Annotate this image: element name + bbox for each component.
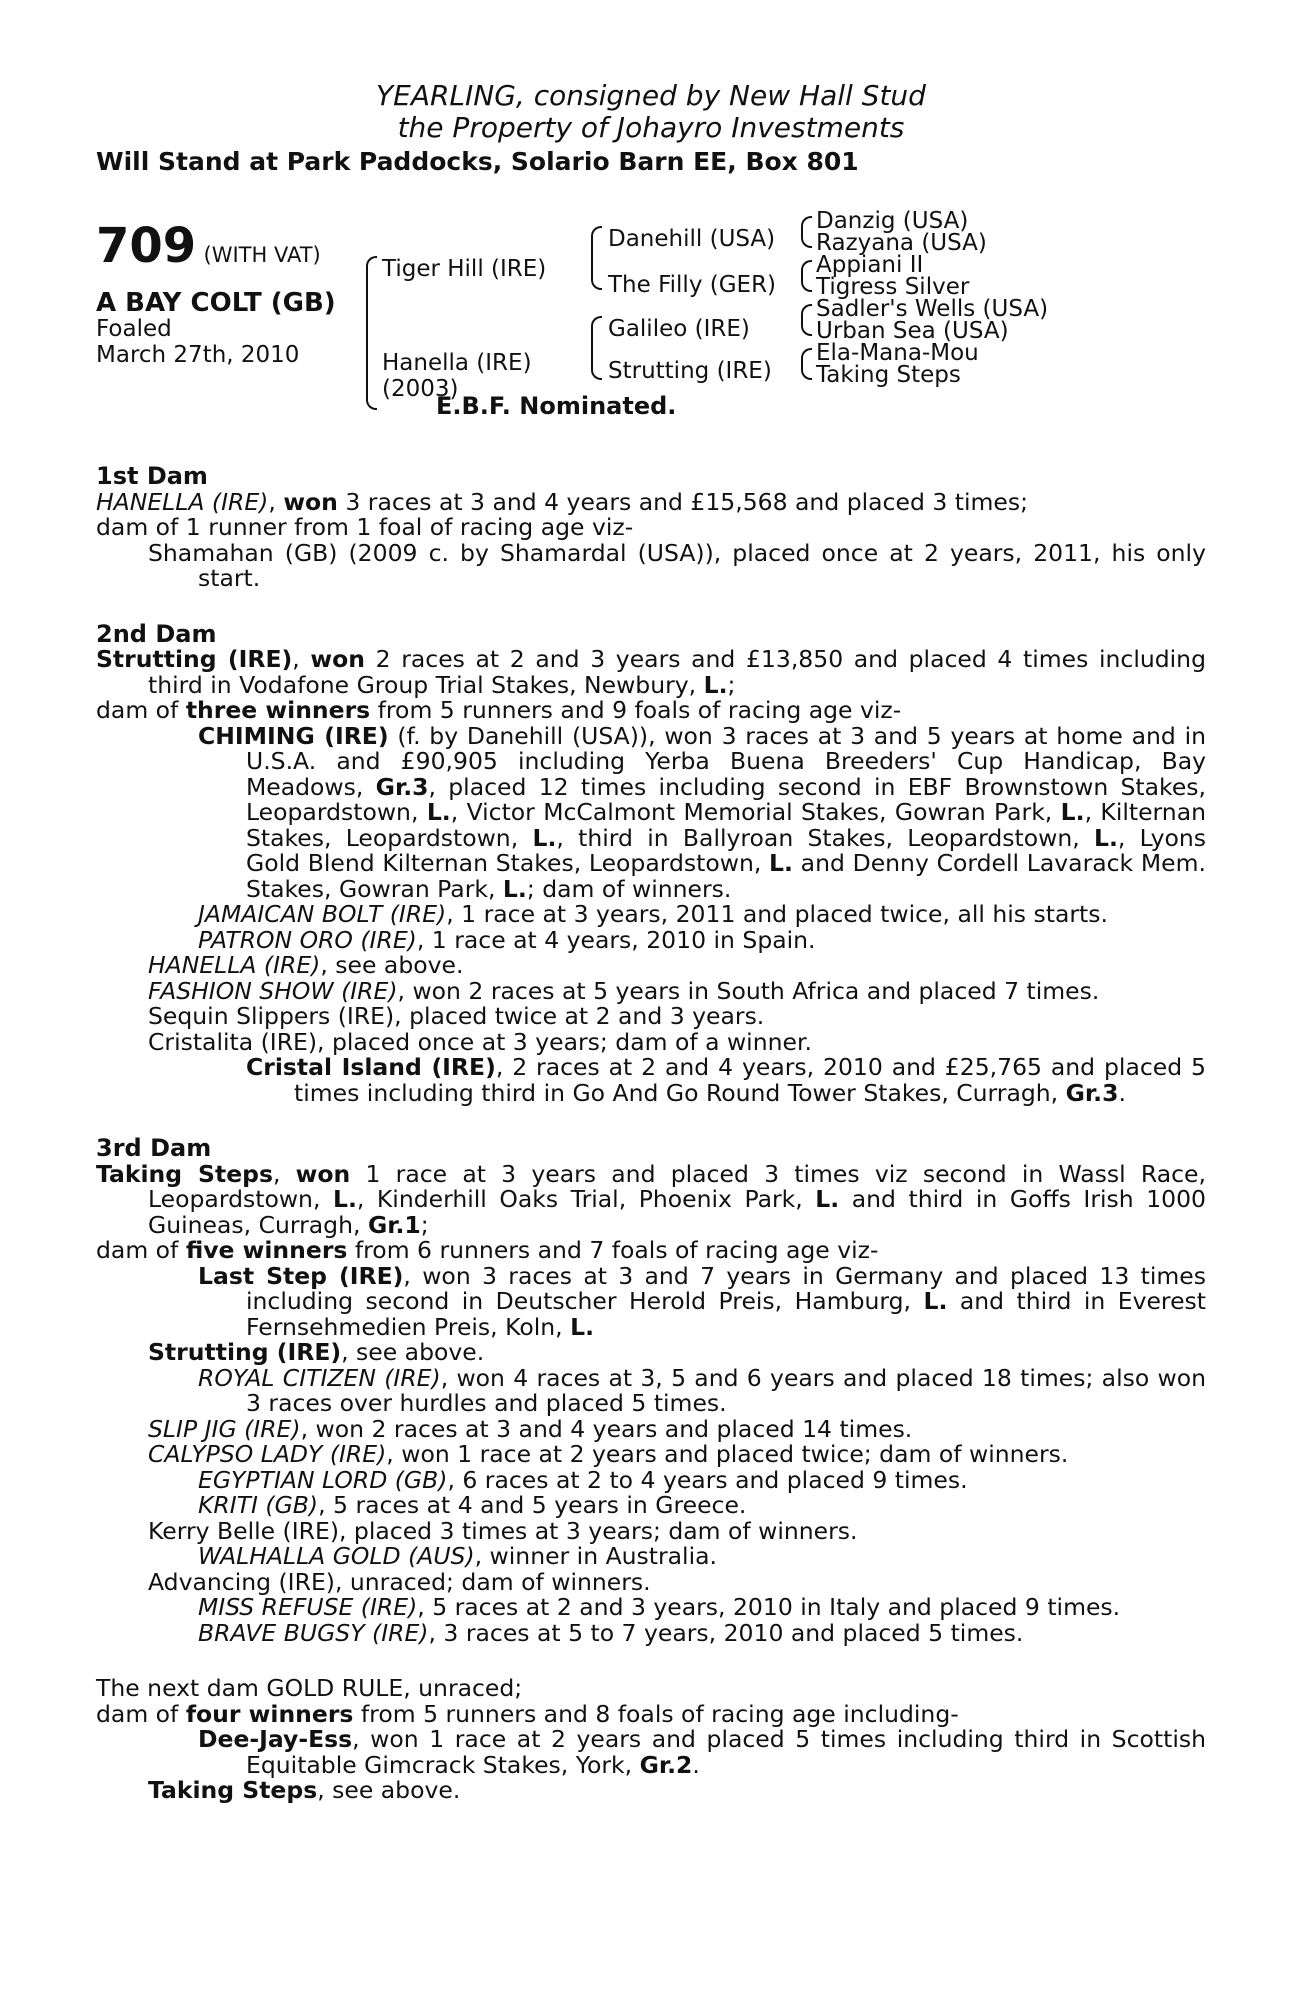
stand-location: Will Stand at Park Paddocks, Solario Barn EE, Box 801 bbox=[96, 147, 859, 176]
produce-entry: Sequin Slippers (IRE), placed twice at 2 and 3 years. bbox=[148, 1002, 765, 1030]
grand-produce-entry: BRAVE BUGSY (IRE), 3 races at 5 to 7 years, 2010 and placed 5 times. bbox=[198, 1618, 1024, 1647]
horse-name: A BAY COLT (GB) bbox=[96, 288, 336, 318]
foaled-date: March 27th, 2010 bbox=[96, 342, 300, 368]
first-dam-produce: Shamahan (GB) (2009 c. by Shamardal (USA)), placed once at 2 years, 2011, his only start. bbox=[148, 538, 1206, 592]
next-dam-produce-summary: dam of four winners from 5 runners and 8 foals of racing age including- bbox=[96, 1699, 959, 1728]
ancestor: Taking Steps bbox=[816, 362, 961, 388]
dam-sire: Galileo (IRE) bbox=[608, 316, 750, 342]
produce-entry: ROYAL CITIZEN (IRE), won 4 races at 3, 5 and 6 years and placed 18 times; also won 3 races over hurdles and placed 5 times. bbox=[198, 1363, 1206, 1417]
property-line: the Property of Johayro Investments bbox=[397, 111, 905, 144]
produce-entry: SLIP JIG (IRE), won 2 races at 3 and 4 years and placed 14 times. bbox=[148, 1414, 913, 1443]
lot-number: 709 bbox=[96, 218, 197, 274]
pedigree-brace bbox=[801, 260, 812, 292]
next-dam-section bbox=[96, 1676, 1206, 1804]
grand-produce-entry: Cristal Island (IRE), 2 races at 2 and 4 years, 2010 and £25,765 and placed 5 times including third in Go And Go Round Tower Stakes, Curragh, Gr.3. bbox=[246, 1053, 1206, 1107]
produce-entry: Last Step (IRE), won 3 races at 3 and 7 years in Germany and placed 13 times including second in Deutscher Herold Preis, Hamburg, L. and third in Everest Fernsehmedien Preis, Koln, L. bbox=[198, 1261, 1206, 1341]
third-dam-title: 3rd Dam bbox=[96, 1134, 212, 1162]
first-dam-record: HANELLA (IRE), won 3 races at 3 and 4 years and £15,568 and placed 3 times; bbox=[96, 487, 1029, 516]
second-dam-record: Strutting (IRE), won 2 races at 2 and 3 years and £13,850 and placed 4 times including third in Vodafone Group Trial Stakes, Newbury, L.; bbox=[96, 645, 1206, 699]
pedigree-table bbox=[96, 208, 1206, 464]
grand-produce-entry: KRITI (GB), 5 races at 4 and 5 years in Greece. bbox=[198, 1491, 747, 1519]
ancestor: Razyana (USA) bbox=[816, 230, 987, 256]
grand-produce-entry: JAMAICAN BOLT (IRE), 1 race at 3 years, 2011 and placed twice, all his starts. bbox=[198, 900, 1108, 928]
ancestor: Urban Sea (USA) bbox=[816, 318, 1009, 344]
grand-produce-entry: PATRON ORO (IRE), 1 race at 4 years, 2010 in Spain. bbox=[198, 925, 816, 954]
ancestor: Appiani II bbox=[816, 252, 924, 278]
pedigree-brace bbox=[366, 256, 377, 410]
ancestor: Tigress Silver bbox=[816, 274, 970, 300]
produce-entry: Dee-Jay-Ess, won 1 race at 2 years and placed 5 times including third in Scottish Equitable Gimcrack Stakes, York, Gr.2. bbox=[198, 1725, 1206, 1779]
grand-produce-entry: MISS REFUSE (IRE), 5 races at 2 and 3 years, 2010 in Italy and placed 9 times. bbox=[198, 1593, 1121, 1621]
pedigree-brace bbox=[591, 226, 602, 290]
pedigree-brace bbox=[801, 348, 812, 380]
consignment-line: YEARLING, consigned by New Hall Stud bbox=[376, 79, 926, 112]
second-dam-section bbox=[96, 619, 1207, 1107]
dam-foaled-year: (2003) bbox=[382, 376, 459, 402]
first-dam-section bbox=[96, 464, 1206, 592]
grand-produce-entry: EGYPTIAN LORD (GB), 6 races at 2 to 4 years and placed 9 times. bbox=[198, 1465, 968, 1494]
produce-entry: FASHION SHOW (IRE), won 2 races at 5 years in South Africa and placed 7 times. bbox=[148, 976, 1100, 1005]
pedigree-brace bbox=[801, 216, 812, 248]
sire-sire: Danehill (USA) bbox=[608, 226, 776, 252]
vat-label: (WITH VAT) bbox=[203, 243, 321, 267]
second-dam-produce-summary: dam of three winners from 5 runners and 9 foals of racing age viz- bbox=[96, 696, 902, 724]
first-dam-title: 1st Dam bbox=[96, 462, 208, 490]
produce-entry: Kerry Belle (IRE), placed 3 times at 3 years; dam of winners. bbox=[148, 1516, 858, 1545]
produce-entry: Advancing (IRE), unraced; dam of winners. bbox=[148, 1567, 651, 1596]
lot-heading bbox=[96, 218, 321, 274]
second-dam-title: 2nd Dam bbox=[96, 619, 217, 648]
catalogue-page bbox=[96, 80, 1206, 1804]
first-dam-produce-summary: dam of 1 runner from 1 foal of racing age viz- bbox=[96, 513, 634, 541]
foaled-label: Foaled bbox=[96, 316, 172, 342]
pedigree-brace bbox=[801, 304, 812, 336]
pedigree-brace bbox=[591, 316, 602, 380]
dam-name: Hanella (IRE) bbox=[382, 350, 532, 376]
ancestor: Danzig (USA) bbox=[816, 208, 969, 234]
produce-entry: CALYPSO LADY (IRE), won 1 race at 2 years and placed twice; dam of winners. bbox=[148, 1440, 1069, 1468]
ancestor: Sadler's Wells (USA) bbox=[816, 296, 1049, 322]
grand-produce-entry: WALHALLA GOLD (AUS), winner in Australia. bbox=[198, 1542, 717, 1570]
sire-dam: The Filly (GER) bbox=[608, 272, 777, 298]
sire-name: Tiger Hill (IRE) bbox=[382, 256, 547, 282]
ancestor: Ela-Mana-Mou bbox=[816, 340, 979, 366]
third-dam-section bbox=[96, 1136, 1206, 1646]
dam-dam: Strutting (IRE) bbox=[608, 358, 772, 384]
produce-entry: Strutting (IRE), see above. bbox=[148, 1338, 485, 1366]
ebf-nominated: E.B.F. Nominated. bbox=[436, 392, 677, 420]
third-dam-record: Taking Steps, won 1 race at 3 years and placed 3 times viz second in Wassl Race, Leopardstown, L., Kinderhill Oaks Trial, Phoenix Park, L. and third in Goffs Irish 1000 Guineas, Curragh, Gr.1; bbox=[96, 1159, 1207, 1239]
produce-entry: Taking Steps, see above. bbox=[148, 1776, 461, 1804]
third-dam-produce-summary: dam of five winners from 6 runners and 7 foals of racing age viz- bbox=[96, 1236, 879, 1264]
produce-entry: HANELLA (IRE), see above. bbox=[148, 951, 464, 979]
produce-entry: CHIMING (IRE) (f. by Danehill (USA)), won 3 races at 3 and 5 years at home and in U.S.A. and £90,905 including Yerba Buena Breeders' Cup Handicap, Bay Meadows, Gr.3, placed 12 times including second in EBF Brownstown Stakes, Leopardstown, L., Victor McCalmont Memorial Stakes, Gowran Park, L., Kilternan Stakes, Leopardstown, L., third in Ballyroan Stakes, Leopardstown, L., Lyons Gold Blend Kilternan Stakes, Leopardstown, L. and Denny Cordell Lavarack Mem. Stakes, Gowran Park, L.; dam of winners. bbox=[198, 721, 1207, 903]
produce-entry: Cristalita (IRE), placed once at 3 years; dam of a winner. bbox=[148, 1027, 812, 1056]
next-dam-record: The next dam GOLD RULE, unraced; bbox=[96, 1674, 523, 1702]
